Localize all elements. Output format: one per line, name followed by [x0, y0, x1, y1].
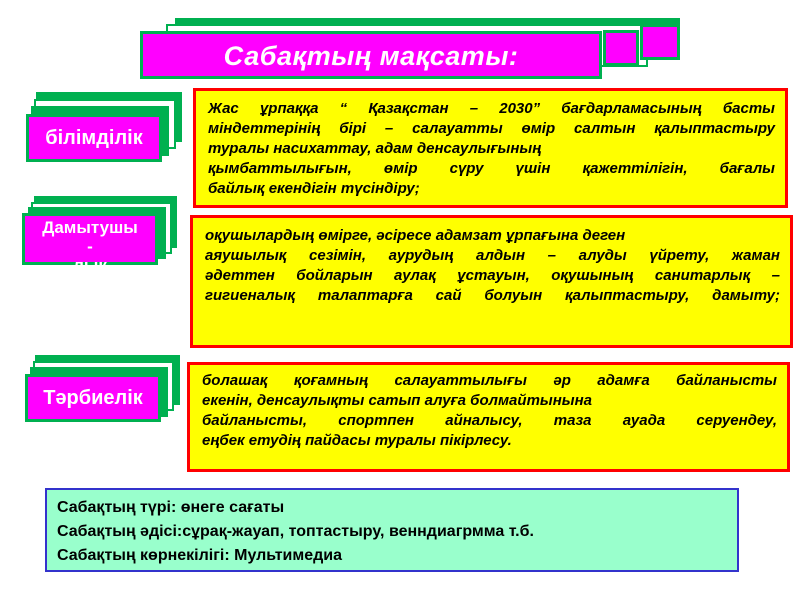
objective-line: байланысты, спортпен айналысу, таза ауада серуендеу,: [202, 412, 777, 429]
objective-line: оқушылардың өмірге, әсіресе адамзат ұрпағына деген: [205, 227, 626, 244]
category-label-line: Дамытушы: [42, 218, 138, 237]
category-label: білімділік: [26, 114, 162, 162]
category-label-line: -: [87, 237, 93, 256]
objective-box-development: [190, 215, 793, 348]
page-title: Сабақтың мақсаты:: [140, 31, 602, 79]
objective-line: туралы насихаттау, адам денсаулығының: [208, 140, 542, 157]
category-label: [22, 213, 158, 275]
title-banner-square: [603, 30, 639, 66]
objective-line: қымбаттылығын, өмір сүру үшін қажеттілігін, бағалы: [208, 160, 775, 177]
title-banner-square: [640, 24, 680, 60]
objective-box-upbringing: [187, 362, 790, 472]
objective-line: гигиеналық талаптарға сай болуын қалыптастыру, дамыту;: [205, 287, 780, 304]
lesson-method: Сабақтың әдісі:сұрақ-жауап, топтастыру, венндиагрмма т.б.: [57, 523, 534, 540]
category-label-line: лық: [73, 256, 107, 275]
objective-box-knowledge: [193, 88, 788, 208]
lesson-type: Сабақтың түрі: өнеге сағаты: [57, 499, 285, 516]
objective-line: Жас ұрпаққа “ Қазақстан – 2030” бағдарламасының басты: [208, 100, 775, 117]
category-label: Тәрбиелік: [25, 374, 161, 422]
objective-line: аяушылық сезімін, аурудың алдын – алуды үйрету, жаман: [205, 247, 780, 264]
lesson-info-box: [45, 488, 739, 572]
objective-line: еңбек етудің пайдасы туралы пікірлесу.: [202, 432, 512, 449]
lesson-visual-aids: Сабақтың көрнекілігі: Мультимедиа: [57, 547, 343, 564]
objective-line: міндеттерінің бірі – салауатты өмір салтын қалыптастыру: [208, 120, 775, 137]
objective-line: байлық екендігін түсіндіру;: [208, 180, 420, 197]
objective-line: әдеттен бойларын аулақ ұстауын, оқушының санитарлық –: [205, 267, 780, 284]
objective-line: болашақ қоғамның салауаттылығы әр адамға байланысты: [202, 372, 777, 389]
objective-line: екенін, денсаулықты сатып алуға болмайтынына: [202, 392, 592, 409]
